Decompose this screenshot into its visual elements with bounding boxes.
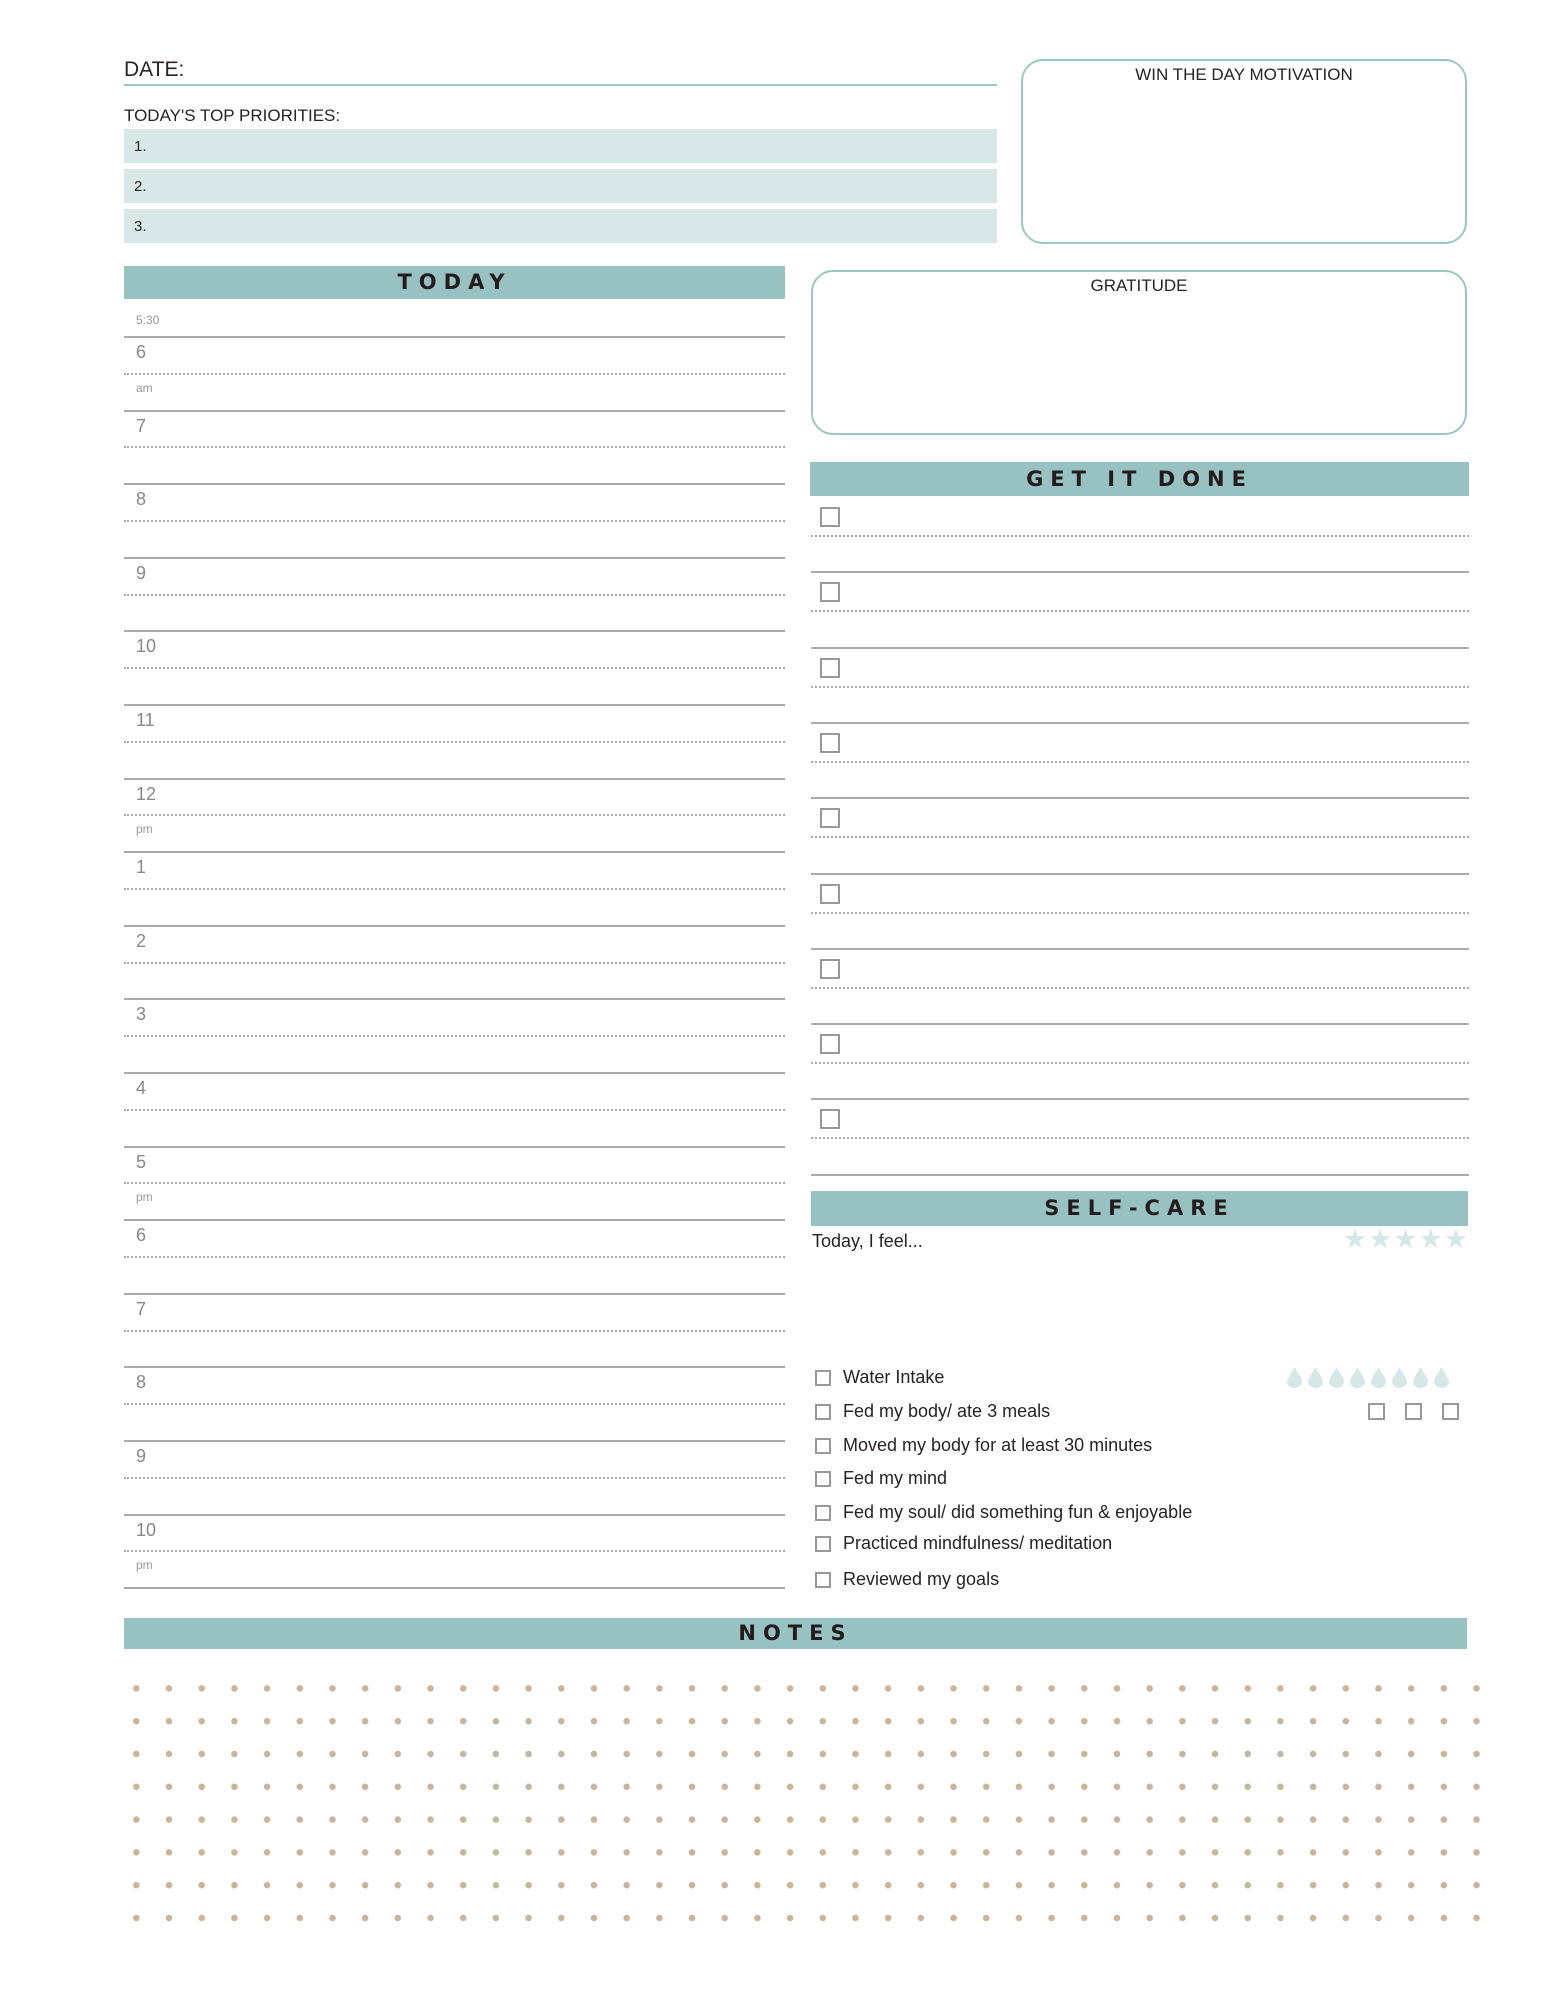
hour-slot[interactable] [124,1072,785,1146]
self-care-checkbox[interactable] [815,1471,831,1487]
task-checkbox[interactable] [820,808,840,828]
gratitude-box[interactable] [811,270,1467,435]
self-care-item[interactable] [815,1533,1112,1554]
mood-stars [1343,1224,1469,1255]
motivation-box[interactable] [1021,59,1467,244]
task-checkbox[interactable] [820,959,840,979]
hour-slot[interactable] [124,1293,785,1367]
self-care-label: Practiced mindfulness/ meditation [843,1533,1113,1553]
hour-slot[interactable] [124,998,785,1072]
self-care-item[interactable] [815,1401,1050,1422]
hour-label: 5 [136,1151,147,1172]
hour-label: 9 [136,1446,147,1466]
self-care-checkbox[interactable] [815,1404,831,1420]
hour-label: 8 [136,1372,147,1393]
water-drop-icon[interactable] [1370,1366,1387,1393]
task-line[interactable] [811,1137,1469,1139]
task-divider [811,1174,1469,1176]
hour-line [124,1587,785,1589]
water-drop-icon[interactable] [1433,1366,1450,1393]
task-line[interactable] [811,1062,1469,1064]
hour-label: 2 [136,930,147,951]
meal-checkbox[interactable] [1405,1403,1422,1420]
task-divider [811,948,1469,950]
date-label: DATE: [124,58,185,81]
task-divider [811,571,1469,573]
star-icon[interactable]: ★ [1393,1224,1419,1254]
star-icon[interactable]: ★ [1418,1224,1444,1254]
task-divider [811,1023,1469,1025]
water-drop-icon[interactable] [1391,1366,1408,1393]
self-care-checkbox[interactable] [815,1536,831,1552]
hour-slot[interactable] [124,557,785,631]
hour-label: 1 [136,857,147,878]
notes-dot-grid[interactable] [120,1672,1480,1934]
hour-slot[interactable] [124,1219,785,1293]
hour-slot[interactable] [124,410,785,484]
self-care-item[interactable] [815,1367,944,1388]
water-drop-icon[interactable] [1349,1366,1366,1393]
task-checkbox[interactable] [820,507,840,527]
hour-slot[interactable] [124,1514,785,1588]
hour-suffix: am [136,380,153,395]
star-icon[interactable]: ★ [1368,1224,1394,1254]
self-care-item[interactable] [815,1468,947,1489]
priority-3[interactable]: 3. [124,209,997,243]
task-divider [811,647,1469,649]
get-it-done-header: GET IT DONE [810,462,1469,496]
task-divider [811,1098,1469,1100]
hour-label: 9 [136,562,147,583]
hour-slot[interactable] [124,1366,785,1440]
gratitude-title: GRATITUDE [1090,276,1188,295]
hour-label: 12 [136,783,157,804]
star-icon[interactable]: ★ [1342,1224,1369,1254]
self-care-label: Reviewed my goals [843,1569,1000,1589]
task-divider [811,873,1469,875]
today-header: TODAY [124,266,785,299]
hour-label: 10 [136,1519,157,1540]
task-checkbox[interactable] [820,733,840,753]
hour-label: 8 [136,489,147,510]
task-checkbox[interactable] [820,1109,840,1129]
self-care-checkbox[interactable] [815,1370,831,1386]
self-care-checkbox[interactable] [815,1505,831,1521]
hour-suffix: pm [136,822,153,837]
hour-label: 11 [136,710,155,730]
task-line[interactable] [811,836,1469,838]
priority-2[interactable]: 2. [124,169,997,203]
hour-suffix: pm [136,1558,153,1573]
star-icon[interactable]: ★ [1443,1224,1469,1254]
motivation-title: WIN THE DAY MOTIVATION [1135,65,1353,84]
hour-label: 6 [136,342,147,362]
task-line[interactable] [811,761,1469,763]
hour-slot[interactable] [124,1440,785,1514]
self-care-label: Fed my body/ ate 3 meals [843,1401,1051,1421]
self-care-checkbox[interactable] [815,1572,831,1588]
hour-slot[interactable] [124,925,785,999]
water-drop-icon[interactable] [1307,1366,1324,1393]
hour-label: 3 [136,1004,147,1025]
task-line[interactable] [811,912,1469,914]
task-line[interactable] [811,535,1469,537]
hour-label: 7 [136,1298,147,1319]
hour-label: 10 [136,636,157,657]
hour-label: 7 [136,415,147,436]
task-checkbox[interactable] [820,884,840,904]
feel-label: Today, I feel... [812,1231,923,1251]
hour-label: 4 [136,1078,147,1098]
task-line[interactable] [811,686,1469,688]
self-care-label: Water Intake [843,1367,945,1387]
meal-checkbox[interactable] [1368,1403,1385,1420]
self-care-label: Fed my mind [843,1468,948,1488]
hour-slot[interactable] [124,1146,785,1220]
hour-slot[interactable] [124,630,785,704]
water-drop-icon[interactable] [1412,1366,1429,1393]
task-line[interactable] [811,610,1469,612]
hour-slot[interactable] [124,336,785,410]
task-divider [811,797,1469,799]
priority-1[interactable]: 1. [124,129,997,163]
self-care-label: Moved my body for at least 30 minutes [843,1435,1153,1455]
task-line[interactable] [811,987,1469,989]
meal-checkbox[interactable] [1442,1403,1459,1420]
water-drop-icon[interactable] [1286,1366,1303,1393]
slot-530: 5:30 [136,313,160,327]
date-line[interactable] [124,84,997,86]
task-checkbox[interactable] [820,582,840,602]
self-care-item[interactable] [815,1569,999,1590]
hour-suffix: pm [136,1190,153,1205]
hour-slot[interactable] [124,851,785,925]
self-care-label: Fed my soul/ did something fun & enjoyable [843,1502,1193,1522]
self-care-checkbox[interactable] [815,1438,831,1454]
water-drops [1286,1366,1450,1393]
self-care-item[interactable] [815,1502,1192,1523]
priorities-label: TODAY'S TOP PRIORITIES: [124,106,341,125]
hour-slot[interactable] [124,483,785,557]
meal-boxes [1368,1403,1459,1420]
notes-header: NOTES [124,1618,1467,1649]
hour-slot[interactable] [124,704,785,778]
hour-slot[interactable] [124,778,785,852]
task-checkbox[interactable] [820,658,840,678]
self-care-header: SELF-CARE [811,1191,1468,1226]
task-divider [811,722,1469,724]
hour-label: 6 [136,1225,147,1246]
water-drop-icon[interactable] [1328,1366,1345,1393]
task-checkbox[interactable] [820,1034,840,1054]
self-care-item[interactable] [815,1435,1152,1456]
